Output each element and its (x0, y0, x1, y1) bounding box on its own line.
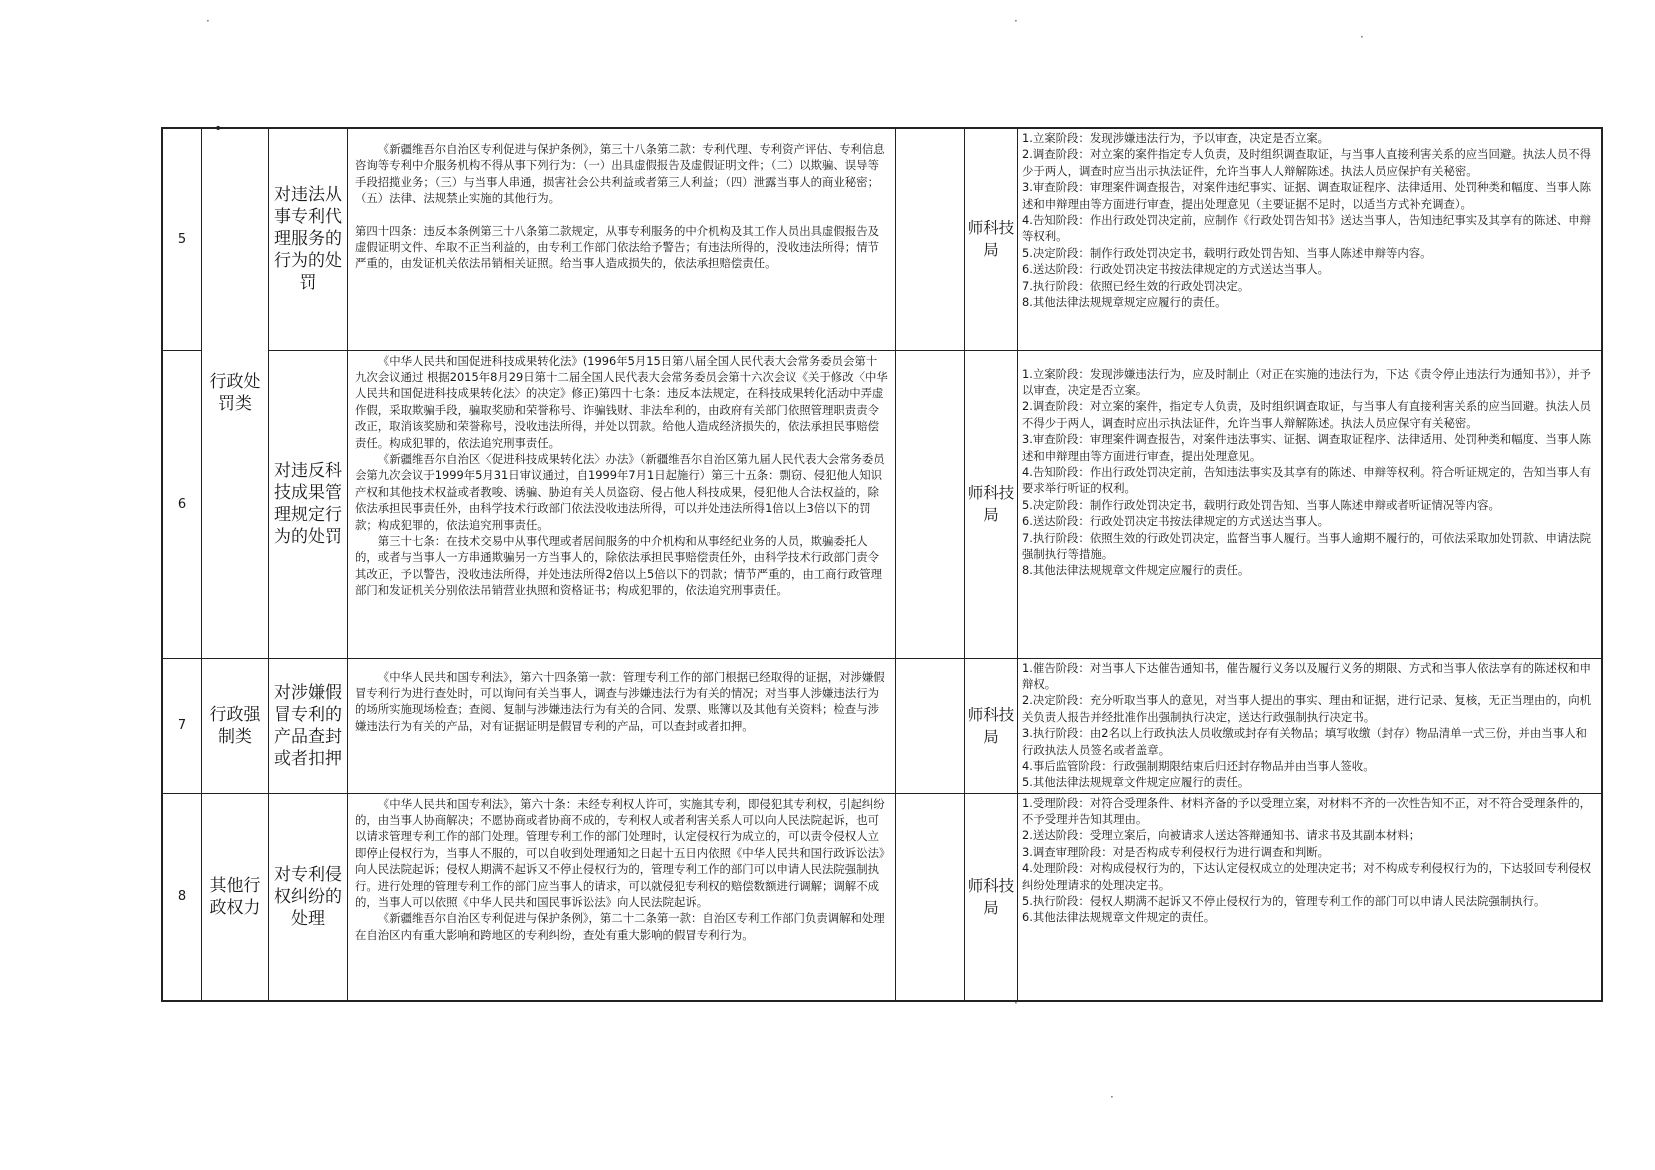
department: 师科技局 (965, 793, 1018, 1001)
responsibility-item: 1.立案阶段：发现涉嫌违法行为，予以审查，决定是否立案。 (1022, 131, 1330, 145)
responsibility-item: 3.审查阶段：审理案件调查报告，对案件违法事实、证据、调查取证程序、法律适用、处罚种类和幅度、当事人陈述和申辩理由等方面进行审查，提出处理意见。 (1022, 432, 1592, 463)
item-name: 对涉嫌假冒专利的产品查封或者扣押 (269, 658, 348, 793)
item-name: 对专利侵权纠纷的处理 (269, 793, 348, 1001)
row-number: 7 (162, 658, 202, 793)
basis-paragraph: 《新疆维吾尔自治区〈促进科技成果转化法〉办法》（新疆维吾尔自治区第九届人民代表大会常务委员会第九次会议于1999年5月31日审议通过，自1999年7月1日起施行）第三十五条：剽窃、侵犯他人知识产权和其他技术权益或者教唆、诱骗、胁迫有关人员盗窃、侵占他人科技成果，侵犯他人合法权益的，除依法承担民事责任外，由科学技术行政部门依法没收违法所得，可以并处违法所得1倍以上3倍以下的罚款；构成犯罪的，依法追究刑事责任。 (355, 451, 885, 532)
responsibility-item: 6.送达阶段：行政处罚决定书按法律规定的方式送达当事人。 (1022, 514, 1330, 529)
row-number: 6 (162, 350, 202, 658)
responsibility-item: 2.送达阶段：受理立案后，向被请求人送达答辩通知书、请求书及其副本材料； (1022, 828, 1421, 843)
basis-paragraph: 第三十七条：在技术交易中从事代理或者居间服务的中介机构和从事经纪业务的人员，欺骗委托人的，或者与当事人一方串通欺骗另一方当事人的，除依法承担民事赔偿责任外，由科学技术行政部门责令其改正，予以警告，没收违法所得，并处违法所得2倍以上5倍以下的罚款；情节严重的，由工商行政管理部门和发证机关分别依法吊销营业执照和资格证书；构成犯罪的，依法追究刑事责任。 (355, 533, 883, 598)
basis-paragraph: 《中华人民共和国专利法》，第六十四条第一款：管理专利工作的部门根据已经取得的证据，对涉嫌假冒专利行为进行查处时，可以询问有关当事人，调查与涉嫌违法行为有关的情况；对当事人涉嫌违法行为的场所实施现场检查；查阅、复制与涉嫌违法行为有关的合同、发票、账簿以及其他有关资料；检查与涉嫌违法行为有关的产品，对有证据证明是假冒专利的产品，可以查封或者扣押。 (355, 669, 885, 733)
scan-speck: · (1360, 30, 1364, 44)
item-name: 对违反科技成果管理规定行为的处罚 (269, 350, 348, 658)
scan-speck: · (206, 14, 210, 28)
blank-cell (896, 658, 965, 793)
row-number: 8 (162, 793, 202, 1001)
row-number: 5 (162, 128, 202, 350)
department: 师科技局 (965, 128, 1018, 350)
responsibility-list (1018, 793, 1603, 1001)
blank-cell (896, 793, 965, 1001)
legal-basis (348, 128, 896, 350)
power-list-table (161, 127, 1603, 1002)
responsibility-item: 6.送达阶段：行政处罚决定书按法律规定的方式送达当事人。 (1022, 262, 1330, 277)
responsibility-list (1018, 658, 1603, 793)
responsibility-item: 2.决定阶段：充分听取当事人的意见，对当事人提出的事实、理由和证据，进行记录、复核，无正当理由的，向机关负责人报告并经批准作出强制执行决定，送达行政强制执行决定书。 (1022, 693, 1592, 724)
responsibility-item: 2.调查阶段：对立案的案件，指定专人负责，及时组织调查取证，与当事人有直接利害关系的应当回避。执法人员不得少于两人，调查时应出示执法证件，允许当事人辩解陈述。执法人员应保守有关秘密。 (1022, 399, 1592, 430)
basis-paragraph: 《中华人民共和国专利法》，第六十条：未经专利权人许可，实施其专利，即侵犯其专利权，引起纠纷的，由当事人协商解决；不愿协商或者协商不成的，专利权人或者利害关系人可以向人民法院起诉，也可以请求管理专利工作的部门处理。管理专利工作的部门处理时，认定侵权行为成立的，可以责令侵权人立即停止侵权行为，当事人不服的，可以自收到处理通知之日起十五日内依照《中华人民共和国行政诉讼法》向人民法院起诉；侵权人期满不起诉又不停止侵权行为的，管理专利工作的部门可以申请人民法院强制执行。进行处理的管理专利工作的部门应当事人的请求，可以就侵犯专利权的赔偿数额进行调解；调解不成的，当事人可以依照《中华人民共和国民事诉讼法》向人民法院起诉。 (355, 796, 885, 909)
responsibility-item: 2.调查阶段：对立案的案件指定专人负责，及时组织调查取证，与当事人直接利害关系的应当回避。执法人员不得少于两人，调查时应当出示执法证件，允许当事人人辩解陈述。执法人员应保护有关秘密。 (1022, 147, 1592, 178)
department: 师科技局 (965, 350, 1018, 658)
responsibility-item: 3.调查审理阶段：对是否构成专利侵权行为进行调查和判断。 (1022, 844, 1330, 859)
blank-cell (896, 350, 965, 658)
basis-paragraph: 第四十四条：违反本条例第三十八条第二款规定，从事专利服务的中介机构及其工作人员出具虚假报告及虚假证明文件、牟取不正当利益的，由专利工作部门依法给予警告；有违法所得的，没收违法所得；情节严重的，由发证机关依法吊销相关证照。给当事人造成损失的，依法承担赔偿责任。 (355, 223, 879, 271)
responsibility-item: 5.决定阶段：制作行政处罚决定书，载明行政处罚告知、当事人陈述申辩等内容。 (1022, 245, 1432, 260)
responsibility-item: 8.其他法律法规规章文件规定应履行的责任。 (1022, 563, 1250, 578)
scan-speck: · (1014, 14, 1018, 28)
basis-paragraph: 《中华人民共和国促进科技成果转化法》(1996年5月15日第八届全国人民代表大会常务委员会第十九次会议通过 根据2015年8月29日第十二届全国人民代表大会常务委员会第十六次会议《关于修改〈中华人民共和国促进科技成果转化法〉的决定》修正)第四十七条：违反本法规定，在科技成果转化活动中弄虚作假，采取欺骗手段，骗取奖励和荣誉称号、诈骗钱财、非法牟利的，由政府有关部门依照管理职责责令改正，取消该奖励和荣誉称号，没收违法所得，并处以罚款。给他人造成经济损失的，依法承担民事赔偿责任。构成犯罪的，依法追究刑事责任。 (355, 353, 888, 450)
category-cell: 行政处罚类 (202, 128, 269, 658)
responsibility-item: 1.立案阶段：发现涉嫌违法行为，应及时制止（对正在实施的违法行为，下达《责令停止违法行为通知书》），并予以审查，决定是否立案。 (1022, 366, 1592, 397)
responsibility-item: 6.其他法律法规规章文件规定的责任。 (1022, 910, 1216, 925)
scan-speck: · (1014, 996, 1018, 1010)
item-name: 对违法从事专利代理服务的行为的处罚 (269, 128, 348, 350)
responsibility-item: 5.决定阶段：制作行政处罚决定书，载明行政处罚告知、当事人陈述申辩或者听证情况等内容。 (1022, 497, 1500, 512)
responsibility-item: 5.其他法律法规规章文件规定应履行的责任。 (1022, 775, 1250, 790)
category-cell: 行政强制类 (202, 658, 269, 793)
responsibility-item: 1.催告阶段：对当事人下达催告通知书，催告履行义务以及履行义务的期限、方式和当事人依法享有的陈述权和申辩权。 (1022, 660, 1592, 691)
scan-speck: • (214, 121, 223, 137)
responsibility-item: 7.执行阶段：依照生效的行政处罚决定，监督当事人履行。当事人逾期不履行的，可依法采取加处罚款、申请法院强制执行等措施。 (1022, 530, 1592, 561)
table-row (162, 658, 1602, 793)
department: 师科技局 (965, 658, 1018, 793)
table-row (162, 350, 1602, 658)
responsibility-item: 4.事后监管阶段：行政强制期限结束后归还封存物品并由当事人签收。 (1022, 758, 1375, 773)
responsibility-item: 5.执行阶段：侵权人期满不起诉又不停止侵权行为的，管理专利工作的部门可以申请人民法院强制执行。 (1022, 893, 1546, 908)
responsibility-item: 1.受理阶段：对符合受理条件、材料齐备的予以受理立案，对材料不齐的一次性告知不正，对不符合受理条件的，不予受理并告知其理由。 (1022, 795, 1592, 826)
legal-basis (348, 350, 896, 658)
table-row (162, 128, 1602, 350)
responsibility-item: 4.处理阶段：对构成侵权行为的，下达认定侵权成立的处理决定书；对不构成专利侵权行为的，下达驳回专利侵权纠纷处理请求的处理决定书。 (1022, 861, 1592, 892)
responsibility-item: 3.审查阶段：审理案件调查报告，对案件违纪事实、证据、调查取证程序、法律适用、处罚种类和幅度、当事人陈述和申辩理由等方面进行审查，提出处理意见（主要证据不足时，以适当方式补充调查）。 (1022, 180, 1592, 211)
responsibility-item: 4.告知阶段：作出行政处罚决定前，应制作《行政处罚告知书》送达当事人，告知违纪事实及其享有的陈述、申辩等权利。 (1022, 213, 1592, 244)
responsibility-item: 4.告知阶段：作出行政处罚决定前，告知违法事实及其享有的陈述、申辩等权利。符合听证规定的，告知当事人有要求举行听证的权利。 (1022, 464, 1592, 496)
scan-speck: · (1110, 1090, 1114, 1104)
basis-paragraph: 《新疆维吾尔自治区专利促进与保护条例》，第三十八条第二款：专利代理、专利资产评估、专利信息咨询等专利中介服务机构不得从事下列行为：（一）出具虚假报告及虚假证明文件；（二）以欺骗、误导等手段招揽业务；（三）与当事人串通，损害社会公共利益或者第三人利益；（四）泄露当事人的商业秘密；（五）法律、法规禁止实施的其他行为。 (355, 142, 885, 206)
responsibility-item: 3.执行阶段：由2名以上行政执法人员收缴或封存有关物品；填写收缴（封存）物品清单一式三份，并由当事人和行政执法人员签名或者盖章。 (1022, 726, 1587, 757)
category-cell: 其他行政权力 (202, 793, 269, 1001)
table-row (162, 793, 1602, 1001)
responsibility-item: 7.执行阶段：依照已经生效的行政处罚决定。 (1022, 278, 1250, 293)
legal-basis (348, 793, 896, 1001)
responsibility-item: 8.其他法律法规规章规定应履行的责任。 (1022, 295, 1227, 310)
basis-paragraph: 《新疆维吾尔自治区专利促进与保护条例》，第二十二条第一款：自治区专利工作部门负责调解和处理在自治区内有重大影响和跨地区的专利纠纷，查处有重大影响的假冒专利行为。 (355, 911, 885, 942)
blank-cell (896, 128, 965, 350)
responsibility-list (1018, 128, 1603, 350)
responsibility-list (1018, 350, 1603, 658)
legal-basis (348, 658, 896, 793)
